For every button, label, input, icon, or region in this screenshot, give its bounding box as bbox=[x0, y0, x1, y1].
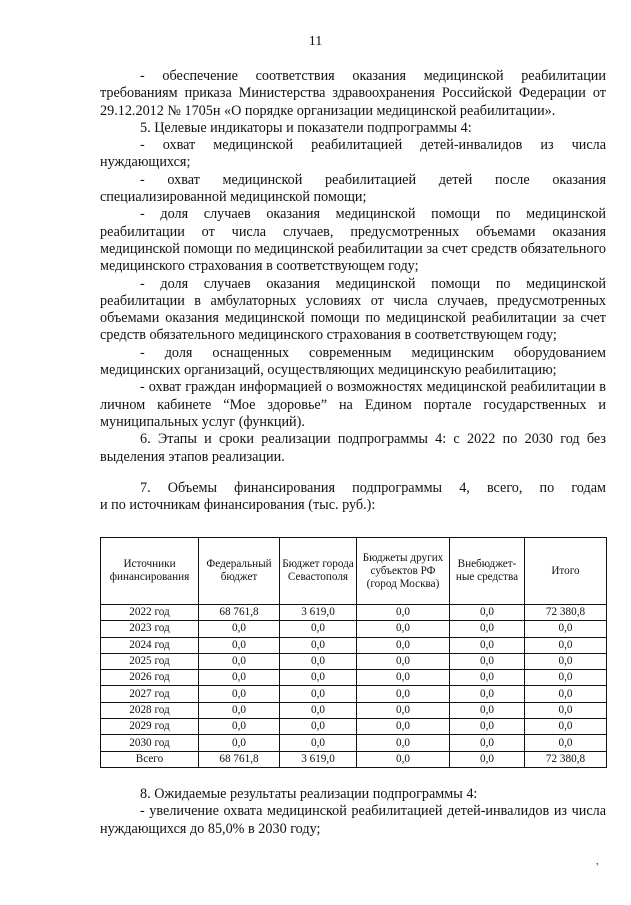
table-cell: 0,0 bbox=[357, 719, 450, 735]
table-cell: 0,0 bbox=[450, 719, 525, 735]
table-cell: 0,0 bbox=[280, 621, 357, 637]
row-label-cell: 2023 год bbox=[101, 621, 199, 637]
section-5-heading: 5. Целевые индикаторы и показатели подпрограммы 4: bbox=[140, 119, 472, 136]
table-cell: 0,0 bbox=[525, 702, 607, 718]
row-label-cell: 2025 год bbox=[101, 653, 199, 669]
indicator-oms-cases: - доля случаев оказания медицинской помощи по медицинской реабилитации от числа случаев, предусмотренных объемами оказания медицинской помощи по медицинской реабилитации за счет средств обязательного медицинского страхования в соответствующем году; bbox=[100, 206, 606, 275]
table-row bbox=[101, 735, 607, 751]
table-row bbox=[101, 751, 607, 767]
paragraph-standard-compliance: - обеспечение соответствия оказания медицинской реабилитации требованиям приказа Министерства здравоохранения Российской Федерации от 29.12.2012 № 1705н «О порядке организации медицинской реабилитации». bbox=[100, 68, 606, 119]
table-cell: 0,0 bbox=[450, 702, 525, 718]
table-cell: 0,0 bbox=[280, 653, 357, 669]
indicator-citizens-informed: - охват граждан информацией о возможностях медицинской реабилитации в личном кабинете “Мое здоровье” на Едином портале государственных и муниципальных услуг (функций). bbox=[100, 379, 606, 430]
table-body bbox=[101, 605, 607, 768]
table-row bbox=[101, 637, 607, 653]
table-header-row bbox=[101, 538, 607, 605]
indicator-outpatient-cases: - доля случаев оказания медицинской помощи по медицинской реабилитации в амбулаторных условиях от числа случаев, предусмотренных объемами оказания медицинской помощи по медицинской реабилитации за счет средств обязательного медицинского страхования в соответствующем году; bbox=[100, 275, 606, 344]
table-cell: 68 761,8 bbox=[199, 751, 280, 767]
row-label-cell: 2028 год bbox=[101, 702, 199, 718]
table-cell: 0,0 bbox=[525, 653, 607, 669]
table-cell: 0,0 bbox=[280, 719, 357, 735]
section-7-line-2: и по источникам финансирования (тыс. руб.): bbox=[100, 497, 376, 514]
table-cell: 0,0 bbox=[280, 702, 357, 718]
indicator-equipped-organizations: - доля оснащенных современным медицинским оборудованием медицинских организаций, осуществляющих медицинскую реабилитацию; bbox=[100, 344, 606, 379]
row-label-cell: 2022 год bbox=[101, 605, 199, 621]
table-cell: 0,0 bbox=[450, 637, 525, 653]
table-cell: 0,0 bbox=[357, 735, 450, 751]
section-7-line-1: 7. Объемы финансирования подпрограммы 4, всего, по годам bbox=[140, 480, 606, 496]
header-sources: Источники финансирования bbox=[101, 538, 199, 605]
table-cell: 0,0 bbox=[357, 686, 450, 702]
header-total: Итого bbox=[525, 538, 607, 605]
header-other-subjects-budget: Бюджеты других субъектов РФ (город Москва) bbox=[357, 538, 450, 605]
table-cell: 0,0 bbox=[525, 735, 607, 751]
table-cell: 0,0 bbox=[280, 670, 357, 686]
table-cell: 0,0 bbox=[450, 686, 525, 702]
table-cell: 0,0 bbox=[450, 670, 525, 686]
table-cell: 3 619,0 bbox=[280, 751, 357, 767]
indicator-disabled-children: - охват медицинской реабилитацией детей-инвалидов из числа нуждающихся; bbox=[100, 137, 606, 171]
financing-table bbox=[100, 537, 607, 768]
table-cell: 0,0 bbox=[199, 686, 280, 702]
table-row bbox=[101, 702, 607, 718]
table-row bbox=[101, 621, 607, 637]
table-cell: 0,0 bbox=[450, 653, 525, 669]
table-cell: 0,0 bbox=[357, 605, 450, 621]
table-cell: 0,0 bbox=[357, 653, 450, 669]
table-cell: 0,0 bbox=[199, 653, 280, 669]
row-label-cell: 2027 год bbox=[101, 686, 199, 702]
page-number: 11 bbox=[308, 34, 323, 49]
table-cell: 0,0 bbox=[450, 605, 525, 621]
table-cell: 72 380,8 bbox=[525, 751, 607, 767]
table-cell: 0,0 bbox=[280, 686, 357, 702]
section-8 bbox=[100, 786, 606, 838]
table-cell: 0,0 bbox=[199, 702, 280, 718]
row-label-cell: Всего bbox=[101, 751, 199, 767]
row-label-cell: 2030 год bbox=[101, 735, 199, 751]
section-7-heading bbox=[100, 480, 606, 515]
row-label-cell: 2029 год bbox=[101, 719, 199, 735]
table-cell: 0,0 bbox=[357, 637, 450, 653]
table-cell: 0,0 bbox=[199, 621, 280, 637]
table-cell: 0,0 bbox=[199, 670, 280, 686]
section-6-paragraph: 6. Этапы и сроки реализации подпрограммы 4: с 2022 по 2030 год без выделения этапов реализации. bbox=[100, 431, 606, 465]
table-row bbox=[101, 605, 607, 621]
table-cell: 0,0 bbox=[450, 735, 525, 751]
table-cell: 0,0 bbox=[450, 751, 525, 767]
section-8-heading: 8. Ожидаемые результаты реализации подпрограммы 4: bbox=[140, 786, 478, 802]
result-disabled-children: - увеличение охвата медицинской реабилитацией детей-инвалидов из числа нуждающихся до 85,0% в 2030 году; bbox=[100, 803, 606, 837]
table-cell: 68 761,8 bbox=[199, 605, 280, 621]
table-row bbox=[101, 719, 607, 735]
table-cell: 0,0 bbox=[525, 621, 607, 637]
header-federal-budget: Федеральный бюджет bbox=[199, 538, 280, 605]
row-label-cell: 2026 год bbox=[101, 670, 199, 686]
table-cell: 0,0 bbox=[525, 637, 607, 653]
table-cell: 0,0 bbox=[199, 719, 280, 735]
table-cell: 0,0 bbox=[357, 702, 450, 718]
intro-text bbox=[100, 68, 606, 466]
table-cell: 0,0 bbox=[199, 637, 280, 653]
table-cell: 0,0 bbox=[525, 719, 607, 735]
table-cell: 0,0 bbox=[357, 751, 450, 767]
table-cell: 0,0 bbox=[280, 735, 357, 751]
table-row bbox=[101, 670, 607, 686]
table-cell: 0,0 bbox=[525, 686, 607, 702]
indicator-children-after-care: - охват медицинской реабилитацией детей после оказания специализированной медицинской помощи; bbox=[100, 171, 606, 206]
table-cell: 0,0 bbox=[357, 670, 450, 686]
table-cell: 0,0 bbox=[280, 637, 357, 653]
header-sevastopol-budget: Бюджет города Севастополя bbox=[280, 538, 357, 605]
header-extrabudgetary: Внебюджет-ные средства bbox=[450, 538, 525, 605]
table-cell: 0,0 bbox=[525, 670, 607, 686]
table-cell: 0,0 bbox=[357, 621, 450, 637]
table-row bbox=[101, 653, 607, 669]
table-row bbox=[101, 686, 607, 702]
table-cell: 0,0 bbox=[450, 621, 525, 637]
table-cell: 3 619,0 bbox=[280, 605, 357, 621]
row-label-cell: 2024 год bbox=[101, 637, 199, 653]
table-cell: 0,0 bbox=[199, 735, 280, 751]
corner-mark: , bbox=[596, 856, 599, 867]
table-cell: 72 380,8 bbox=[525, 605, 607, 621]
